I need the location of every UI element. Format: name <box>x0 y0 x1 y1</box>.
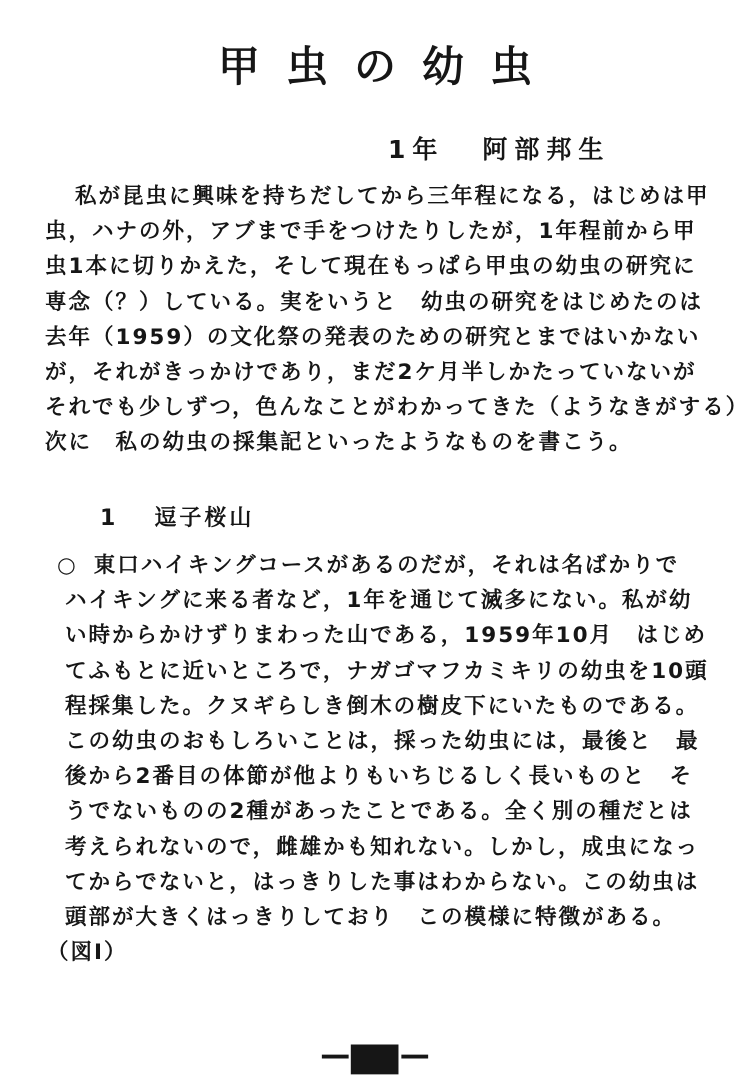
text-line: 虫，ハナの外，アブまで手をつけたりしたが，1年程前から甲 <box>45 219 697 245</box>
byline-grade: 1年 <box>388 135 445 164</box>
text-line: 私が昆虫に興味を持ちだしてから三年程になる，はじめは甲 <box>75 184 710 209</box>
byline-author-name: 阿部邦生 <box>482 135 611 164</box>
text-line: 後から2番目の体節が他よりもいちじるしく長いものと そ <box>65 764 693 790</box>
document-title: 甲虫の幼虫 <box>217 42 559 91</box>
text-line: それでも少しずつ，色んなことがわかってきた（ようなきがする） <box>45 395 750 421</box>
text-line: 頭部が大きくはっきりしており この模様に特徴がある。 <box>65 905 677 931</box>
text-line: うでないものの2種があったことである。全く別の種だとは <box>65 799 693 825</box>
footer-dash-right: — <box>399 1038 430 1073</box>
intro-paragraph <box>45 179 750 461</box>
section-title: 逗子桜山 <box>154 506 255 531</box>
footer-dash-left: — <box>320 1038 351 1073</box>
text-line: 専念（？）している。実をいうと 幼虫の研究をはじめたのは <box>45 289 704 315</box>
byline <box>388 130 610 166</box>
text-line: 虫1本に切りかえた，そして現在もっぱら甲虫の幼虫の研究に <box>45 254 697 280</box>
text-line: てふもとに近いところで，ナガゴマフカミキリの幼虫を10頭 <box>65 658 709 684</box>
page-number-footer: — ■ — <box>320 1032 430 1079</box>
text-line: 考えられないので，雌雄かも知れない。しかし，成虫になっ <box>65 834 700 860</box>
text-line: この幼虫のおもしろいことは，採った幼虫には，最後と 最 <box>65 729 700 755</box>
section-number: 1 <box>100 506 119 531</box>
section-heading <box>100 501 254 532</box>
text-line: 去年（1959）の文化祭の発表のための研究とまではいかない <box>45 324 701 350</box>
section-body-paragraph <box>45 548 735 970</box>
circle-bullet: ○ <box>57 553 78 578</box>
text-line <box>45 548 735 583</box>
figure-reference-line: （図Ⅰ） <box>47 940 128 966</box>
text-line: が，それがきっかけであり，まだ2ケ月半しかたっていないが <box>45 360 697 386</box>
text-line: 東口ハイキングコースがあるのだが，それは名ばかりで <box>93 553 680 578</box>
text-line: てからでないと，はっきりした事はわからない。この幼虫は <box>65 869 700 895</box>
text-line: 次に 私の幼虫の採集記といったようなものを書こう。 <box>45 430 633 456</box>
text-line: い時からかけずりまわった山である，1959年10月 はじめ <box>65 623 708 649</box>
text-line: ハイキングに来る者など，1年を通じて滅多にない。私が幼 <box>65 588 693 614</box>
text-line: 程採集した。クヌギらしき倒木の樹皮下にいたものである。 <box>65 693 700 719</box>
